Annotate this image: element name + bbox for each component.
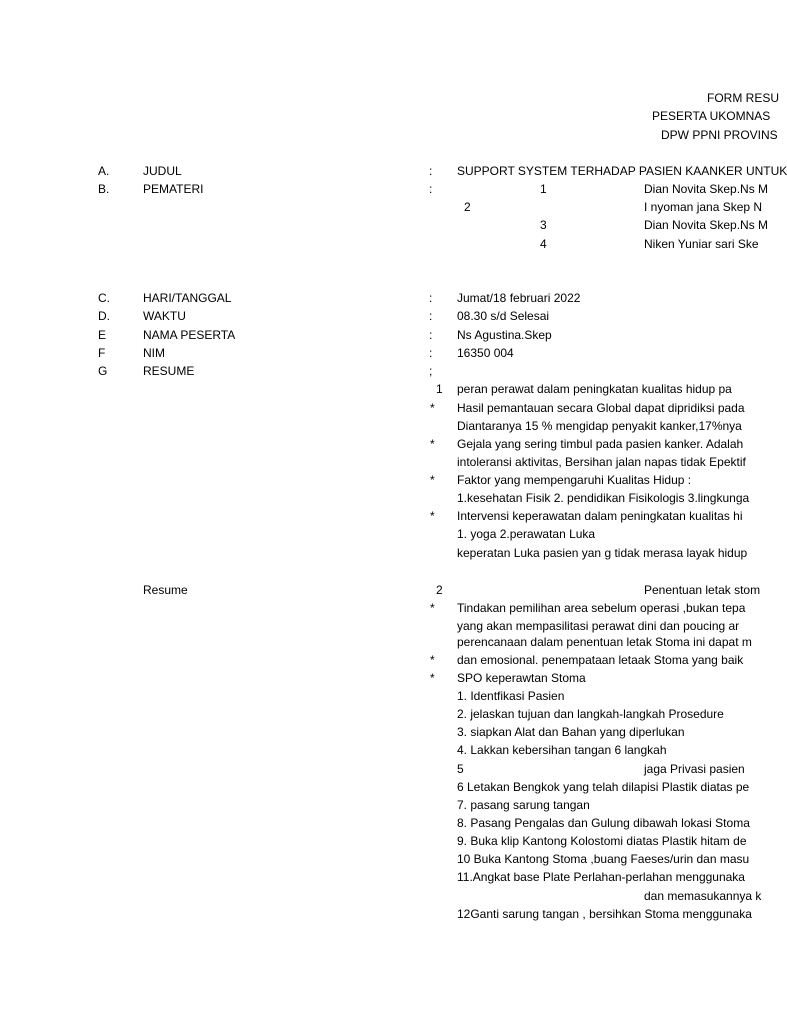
resume1-line-6: 1.kesehatan Fisik 2. pendidikan Fisikologis 3.lingkunga: [457, 491, 750, 505]
pemateri-name-4: Niken Yuniar sari Ske: [644, 237, 759, 251]
waktu-sep: :: [429, 309, 433, 323]
nim-label: NIM: [143, 346, 165, 360]
waktu-label: WAKTU: [143, 309, 186, 323]
resume2-line-9: 4. Lakkan kebersihan tangan 6 langkah: [457, 743, 667, 757]
resume1-line-1: Hasil pemantauan secara Global dapat dipridiksi pada: [457, 401, 745, 415]
hari-letter: C.: [98, 291, 110, 305]
hari-label: HARI/TANGGAL: [143, 291, 232, 305]
resume2-title: Penentuan letak stom: [644, 583, 761, 597]
resume2-line-14: 8. Pasang Pengalas dan Gulung dibawah lokasi Stoma: [457, 816, 750, 830]
pemateri-num-1: 1: [540, 182, 547, 196]
pemateri-sep: :: [429, 182, 433, 196]
resume1-line-7: Intervensi keperawatan dalam peningkatan kualitas hi: [457, 509, 743, 523]
resume2-line-11: jaga Privasi pasien: [644, 762, 745, 776]
resume2-label: Resume: [143, 583, 188, 597]
resume2-line-4: dan emosional. penempataan letaak Stoma yang baik: [457, 653, 744, 667]
resume2-line-3: perencanaan dalam penentuan letak Stoma ini dapat m: [457, 635, 752, 649]
resume1-line-8: 1. yoga 2.perawatan Luka: [457, 527, 596, 541]
resume2-line-1: Tindakan pemilihan area sebelum operasi ,bukan tepa: [457, 601, 746, 615]
resume2-line-15: 9. Buka klip Kantong Kolostomi diatas Plastik hitam de: [457, 834, 747, 848]
pemateri-label: PEMATERI: [143, 182, 204, 196]
judul-value: SUPPORT SYSTEM TERHADAP PASIEN KAANKER UNTUK: [457, 164, 787, 178]
resume1-title: peran perawat dalam peningkatan kualitas hidup pa: [457, 382, 732, 396]
resume1-line-2: Diantaranya 15 % mengidap penyakit kanker,17%nya: [457, 419, 742, 433]
resume2-line-8: 3. siapkan Alat dan Bahan yang diperlukan: [457, 725, 685, 739]
judul-sep: :: [429, 164, 433, 178]
resume1-bullet-3: *: [430, 473, 435, 487]
hari-value: Jumat/18 februari 2022: [457, 291, 581, 305]
pemateri-name-3: Dian Novita Skep.Ns M: [644, 218, 769, 232]
resume2-num: 2: [436, 583, 443, 597]
resume2-bullet-2: *: [430, 653, 435, 667]
resume1-line-4: intoleransi aktivitas, Bersihan jalan napas tidak Epektif: [457, 455, 746, 469]
resume2-bullet-3: *: [430, 671, 435, 685]
header-line-2: PESERTA UKOMNAS: [652, 109, 771, 123]
resume-letter: G: [98, 364, 108, 378]
resume1-bullet-2: *: [430, 437, 435, 451]
pemateri-name-1: Dian Novita Skep.Ns M: [644, 182, 769, 196]
resume2-line-5: SPO keperawtan Stoma: [457, 671, 586, 685]
resume2-line-6: 1. Identfikasi Pasien: [457, 689, 565, 703]
nama-sep: :: [429, 328, 433, 342]
resume2-line-19: 12Ganti sarung tangan , bersihkan Stoma menggunaka: [457, 907, 752, 921]
resume1-num: 1: [436, 382, 443, 396]
waktu-letter: D.: [98, 309, 110, 323]
pemateri-num-3: 3: [540, 218, 547, 232]
resume2-line-7: 2. jelaskan tujuan dan langkah-langkah Prosedure: [457, 707, 724, 721]
resume2-line-13: 7. pasang sarung tangan: [457, 798, 590, 812]
resume2-line-18: dan memasukannya k: [644, 889, 762, 903]
resume2-line-10: 5: [457, 762, 464, 776]
header-line-3: DPW PPNI PROVINS: [661, 128, 778, 142]
nim-value: 16350 004: [457, 346, 514, 360]
nama-letter: E: [98, 328, 107, 342]
resume-label: RESUME: [143, 364, 195, 378]
resume1-line-5: Faktor yang mempengaruhi Kualitas Hidup :: [457, 473, 692, 487]
judul-label: JUDUL: [143, 164, 182, 178]
resume2-bullet-1: *: [430, 601, 435, 615]
nim-letter: F: [98, 346, 106, 360]
resume2-line-12: 6 Letakan Bengkok yang telah dilapisi Plastik diatas pe: [457, 780, 750, 794]
resume1-line-9: keperatan Luka pasien yan g tidak merasa layak hidup: [457, 546, 748, 560]
hari-sep: :: [429, 291, 433, 305]
resume1-bullet-1: *: [430, 401, 435, 415]
resume1-bullet-4: *: [430, 509, 435, 523]
judul-letter: A.: [98, 164, 110, 178]
pemateri-num-4: 4: [540, 237, 547, 251]
nama-value: Ns Agustina.Skep: [457, 328, 552, 342]
resume1-line-3: Gejala yang sering timbul pada pasien kanker. Adalah: [457, 437, 744, 451]
nim-sep: :: [429, 346, 433, 360]
nama-label: NAMA PESERTA: [143, 328, 236, 342]
resume-sep: ;: [429, 364, 433, 378]
resume2-line-17: 11.Angkat base Plate Perlahan-perlahan menggunaka: [457, 870, 745, 884]
waktu-value: 08.30 s/d Selesai: [457, 309, 550, 323]
header-line-1: FORM RESU: [707, 91, 779, 105]
pemateri-letter: B.: [98, 182, 110, 196]
pemateri-name-2: I nyoman jana Skep N: [644, 200, 763, 214]
resume2-line-16: 10 Buka Kantong Stoma ,buang Faeses/urin dan masu: [457, 852, 750, 866]
resume2-line-2: yang akan mempasilitasi perawat dini dan poucing ar: [457, 619, 740, 633]
pemateri-num-2: 2: [464, 200, 471, 214]
